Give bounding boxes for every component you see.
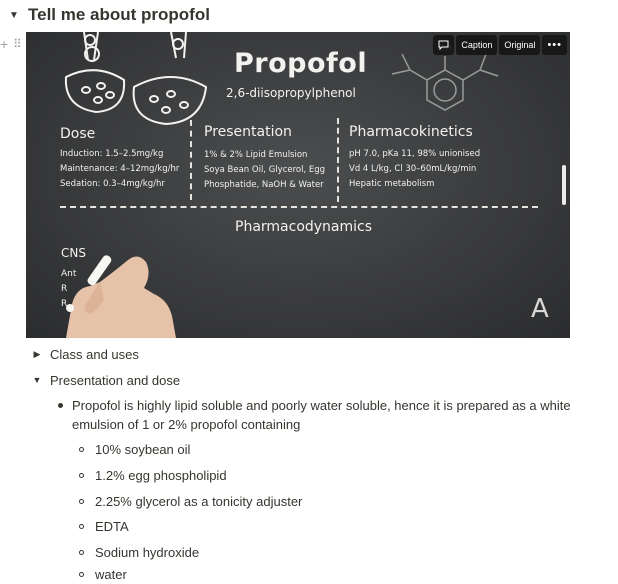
- image-scrollbar[interactable]: [562, 165, 566, 205]
- presentation-line: Soya Bean Oil, Glycerol, Egg: [204, 165, 326, 175]
- list-item-text: 1.2% egg phospholipid: [95, 468, 227, 483]
- board-subtitle: 2,6-diisopropylphenol: [226, 86, 356, 100]
- comment-icon: [438, 40, 449, 50]
- presentation-line: 1% & 2% Lipid Emulsion: [204, 150, 308, 160]
- list-item[interactable]: [79, 492, 302, 511]
- list-item-text: 10% soybean oil: [95, 442, 191, 457]
- toggle-presentation-and-dose[interactable]: [30, 370, 180, 390]
- plus-icon[interactable]: +: [0, 36, 9, 52]
- pharmacodynamics-heading: Pharmacodynamics: [235, 219, 373, 235]
- bullet-circle-icon: [79, 550, 84, 555]
- pharmacokinetics-heading: Pharmacokinetics: [349, 124, 473, 140]
- bullet-circle-icon: [79, 473, 84, 478]
- original-button[interactable]: Original: [499, 35, 540, 55]
- list-item-text: 2.25% glycerol as a tonicity adjuster: [95, 494, 303, 509]
- board-title: Propofol: [234, 48, 368, 79]
- bullet-icon: [58, 403, 63, 408]
- list-item-text: water: [95, 567, 127, 582]
- image-toolbar: [433, 35, 567, 55]
- dose-line: Maintenance: 4–12mg/kg/hr: [60, 164, 180, 174]
- divider-vertical: [337, 118, 339, 202]
- list-item[interactable]: [79, 565, 127, 584]
- pharmacokinetics-line: Hepatic metabolism: [349, 179, 435, 189]
- hand-with-chalk-icon: [66, 254, 176, 338]
- phenol-molecule-icon: [392, 54, 498, 110]
- dose-line: Sedation: 0.3–4mg/kg/hr: [60, 179, 165, 189]
- list-item[interactable]: [58, 396, 578, 434]
- cns-heading: CNS: [61, 246, 86, 260]
- dose-line: Induction: 1.5–2.5mg/kg: [60, 149, 164, 159]
- bullet-circle-icon: [79, 524, 84, 529]
- triangle-down-icon[interactable]: ▼: [9, 9, 19, 21]
- dose-heading: Dose: [60, 126, 96, 142]
- list-item-text: Propofol is highly lipid soluble and poorly water soluble, hence it is prepared as a white emulsion of 1 or 2% propofol containing: [72, 398, 571, 432]
- triangle-down-icon[interactable]: ▼: [32, 375, 42, 385]
- triangle-right-icon[interactable]: ▶: [33, 348, 41, 359]
- cns-item: R: [61, 284, 68, 294]
- divider-horizontal: [60, 206, 538, 208]
- list-item[interactable]: [79, 466, 227, 485]
- toggle-label: Class and uses: [50, 346, 139, 362]
- logo-mark: A: [531, 294, 549, 324]
- pharmacokinetics-line: Vd 4 L/kg, Cl 30–60mL/kg/min: [349, 164, 477, 174]
- lamp-right-icon: [134, 32, 206, 124]
- page-heading: Tell me about propofol: [28, 5, 210, 24]
- pharmacokinetics-line: pH 7.0, pKa 11, 98% unionised: [349, 149, 481, 159]
- presentation-line: Phosphatide, NaOH & Water: [204, 180, 324, 190]
- comment-button[interactable]: [433, 35, 454, 55]
- list-item[interactable]: [79, 543, 199, 562]
- list-item[interactable]: [79, 517, 129, 536]
- caption-button[interactable]: Caption: [456, 35, 497, 55]
- list-item-text: Sodium hydroxide: [95, 545, 200, 560]
- block-handle[interactable]: [0, 37, 21, 51]
- cns-item: Ant: [61, 269, 77, 279]
- bullet-circle-icon: [79, 447, 84, 452]
- bullet-circle-icon: [79, 499, 84, 504]
- list-item-text: EDTA: [95, 519, 129, 534]
- drag-handle-icon[interactable]: ⠿: [13, 37, 21, 51]
- bullet-circle-icon: [79, 572, 84, 577]
- presentation-heading: Presentation: [204, 124, 292, 140]
- lamp-left-icon: [66, 32, 124, 112]
- toggle-label: Presentation and dose: [50, 372, 181, 388]
- propofol-chalkboard-image[interactable]: [26, 32, 570, 338]
- more-options-button[interactable]: •••: [542, 35, 567, 55]
- list-item[interactable]: [79, 440, 190, 459]
- cns-item: R: [61, 299, 68, 309]
- divider-vertical: [190, 120, 192, 200]
- toggle-heading[interactable]: [8, 5, 210, 25]
- toggle-class-and-uses[interactable]: [30, 344, 139, 364]
